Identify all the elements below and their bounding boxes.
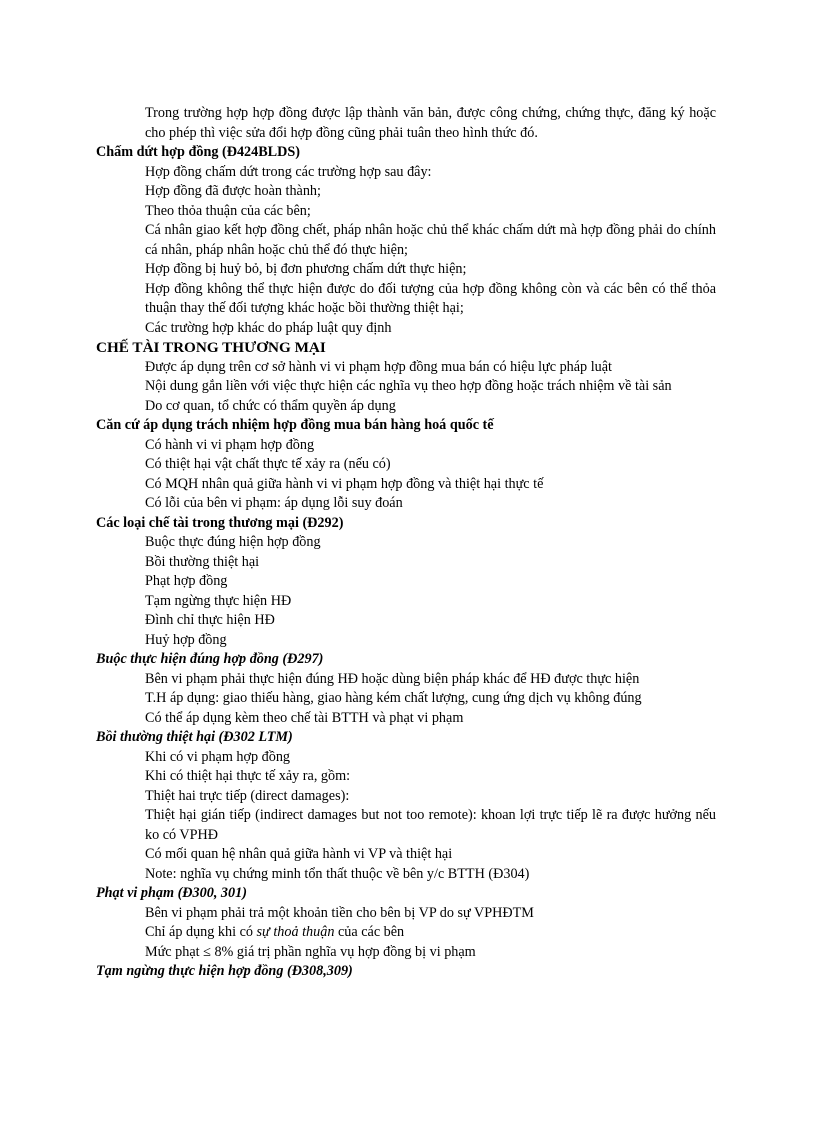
document-body: [96, 104, 716, 982]
list-item-text: của các bên: [334, 924, 405, 940]
list-item: Hợp đồng đã được hoàn thành;: [145, 183, 321, 199]
list-item: Huỷ hợp đồng: [145, 631, 227, 648]
list-item-text: Chỉ áp dụng khi có: [145, 924, 257, 940]
list-item: Bồi thường thiệt hại: [145, 553, 260, 570]
list-item: Có thiệt hại vật chất thực tế xảy ra (nếu có): [145, 456, 391, 472]
heading-cac-loai: Các loại chế tài trong thương mại (Đ292): [96, 514, 344, 531]
list-item: Thiệt hai trực tiếp (direct damages):: [145, 787, 350, 804]
list-item: Các trường hợp khác do pháp luật quy định: [145, 319, 392, 336]
list-item: Hợp đồng không thể thực hiện được do đối tượng của hợp đồng không còn và các bên có thể thỏa thuận thay thế đối tượng khác hoặc bồi thường thiệt hại;: [145, 280, 716, 316]
heading-can-cu: Căn cứ áp dụng trách nhiệm hợp đồng mua bán hàng hoá quốc tế: [96, 417, 494, 433]
list-item: Tạm ngừng thực hiện HĐ: [145, 592, 292, 609]
list-item: Có thể áp dụng kèm theo chế tài BTTH và phạt vi phạm: [145, 709, 464, 726]
list-item: Có hành vi vi phạm hợp đồng: [145, 436, 315, 453]
list-item: Do cơ quan, tổ chức có thẩm quyền áp dụng: [145, 397, 396, 414]
list-item: Theo thỏa thuận của các bên;: [145, 202, 311, 219]
heading-boi-thuong: Bồi thường thiệt hại (Đ302 LTM): [96, 729, 293, 745]
list-item: Nội dung gắn liền với việc thực hiện các nghĩa vụ theo hợp đồng hoặc trách nhiệm về tài sản: [145, 378, 672, 394]
list-item: Note: nghĩa vụ chứng minh tổn thất thuộc về bên y/c BTTH (Đ304): [145, 865, 530, 882]
emphasis-text: sự thoả thuận: [256, 924, 335, 940]
list-item: Có mối quan hệ nhân quả giữa hành vi VP và thiệt hại: [145, 846, 453, 862]
list-item: [96, 923, 716, 943]
list-item: Buộc thực đúng hiện hợp đồng: [145, 534, 321, 550]
list-item: Được áp dụng trên cơ sở hành vi vi phạm hợp đồng mua bán có hiệu lực pháp luật: [145, 358, 612, 375]
list-item: Cá nhân giao kết hợp đồng chết, pháp nhân hoặc chủ thể khác chấm dứt mà hợp đồng phải do chính cá nhân, pháp nhân hoặc chủ thể đó thực hiện;: [145, 222, 716, 258]
heading-tam-ngung: Tạm ngừng thực hiện hợp đồng (Đ308,309): [96, 963, 353, 979]
list-item: Phạt hợp đồng: [145, 573, 228, 589]
list-item: T.H áp dụng: giao thiếu hàng, giao hàng kém chất lượng, cung ứng dịch vụ không đúng: [145, 690, 642, 706]
heading-che-tai: CHẾ TÀI TRONG THƯƠNG MẠI: [96, 339, 326, 356]
list-item: Thiệt hại gián tiếp (indirect damages but not too remote): khoan lợi trực tiếp lẽ ra được hưởng nếu ko có VPHĐ: [145, 807, 716, 843]
heading-phat-vi-pham: Phạt vi phạm (Đ300, 301): [96, 885, 247, 901]
list-item: Khi có thiệt hại thực tế xảy ra, gồm:: [145, 768, 351, 784]
list-item: Bên vi phạm phải thực hiện đúng HĐ hoặc dùng biện pháp khác để HĐ được thực hiện: [145, 670, 640, 687]
list-item: Có MQH nhân quả giữa hành vi vi phạm hợp đồng và thiệt hại thực tế: [145, 475, 544, 492]
list-item: Bên vi phạm phải trả một khoản tiền cho bên bị VP do sự VPHĐTM: [145, 904, 534, 921]
list-item: Hợp đồng chấm dứt trong các trường hợp sau đây:: [145, 163, 432, 180]
intro-paragraph: Trong trường hợp hợp đồng được lập thành văn bản, được công chứng, chứng thực, đăng ký hoặc cho phép thì việc sửa đổi hợp đồng cũng phải tuân theo hình thức đó.: [145, 105, 716, 141]
list-item: Đình chỉ thực hiện HĐ: [145, 612, 275, 628]
list-item: Khi có vi phạm hợp đồng: [145, 748, 291, 765]
heading-cham-dut: Chấm dứt hợp đồng (Đ424BLDS): [96, 144, 301, 160]
list-item: Có lỗi của bên vi phạm: áp dụng lỗi suy đoán: [145, 495, 403, 511]
list-item: Hợp đồng bị huỷ bỏ, bị đơn phương chấm dứt thực hiện;: [145, 261, 467, 277]
heading-buoc-thuc-hien: Buộc thực hiện đúng hợp đồng (Đ297): [96, 651, 324, 667]
list-item: Mức phạt ≤ 8% giá trị phần nghĩa vụ hợp đồng bị vi phạm: [145, 943, 476, 960]
